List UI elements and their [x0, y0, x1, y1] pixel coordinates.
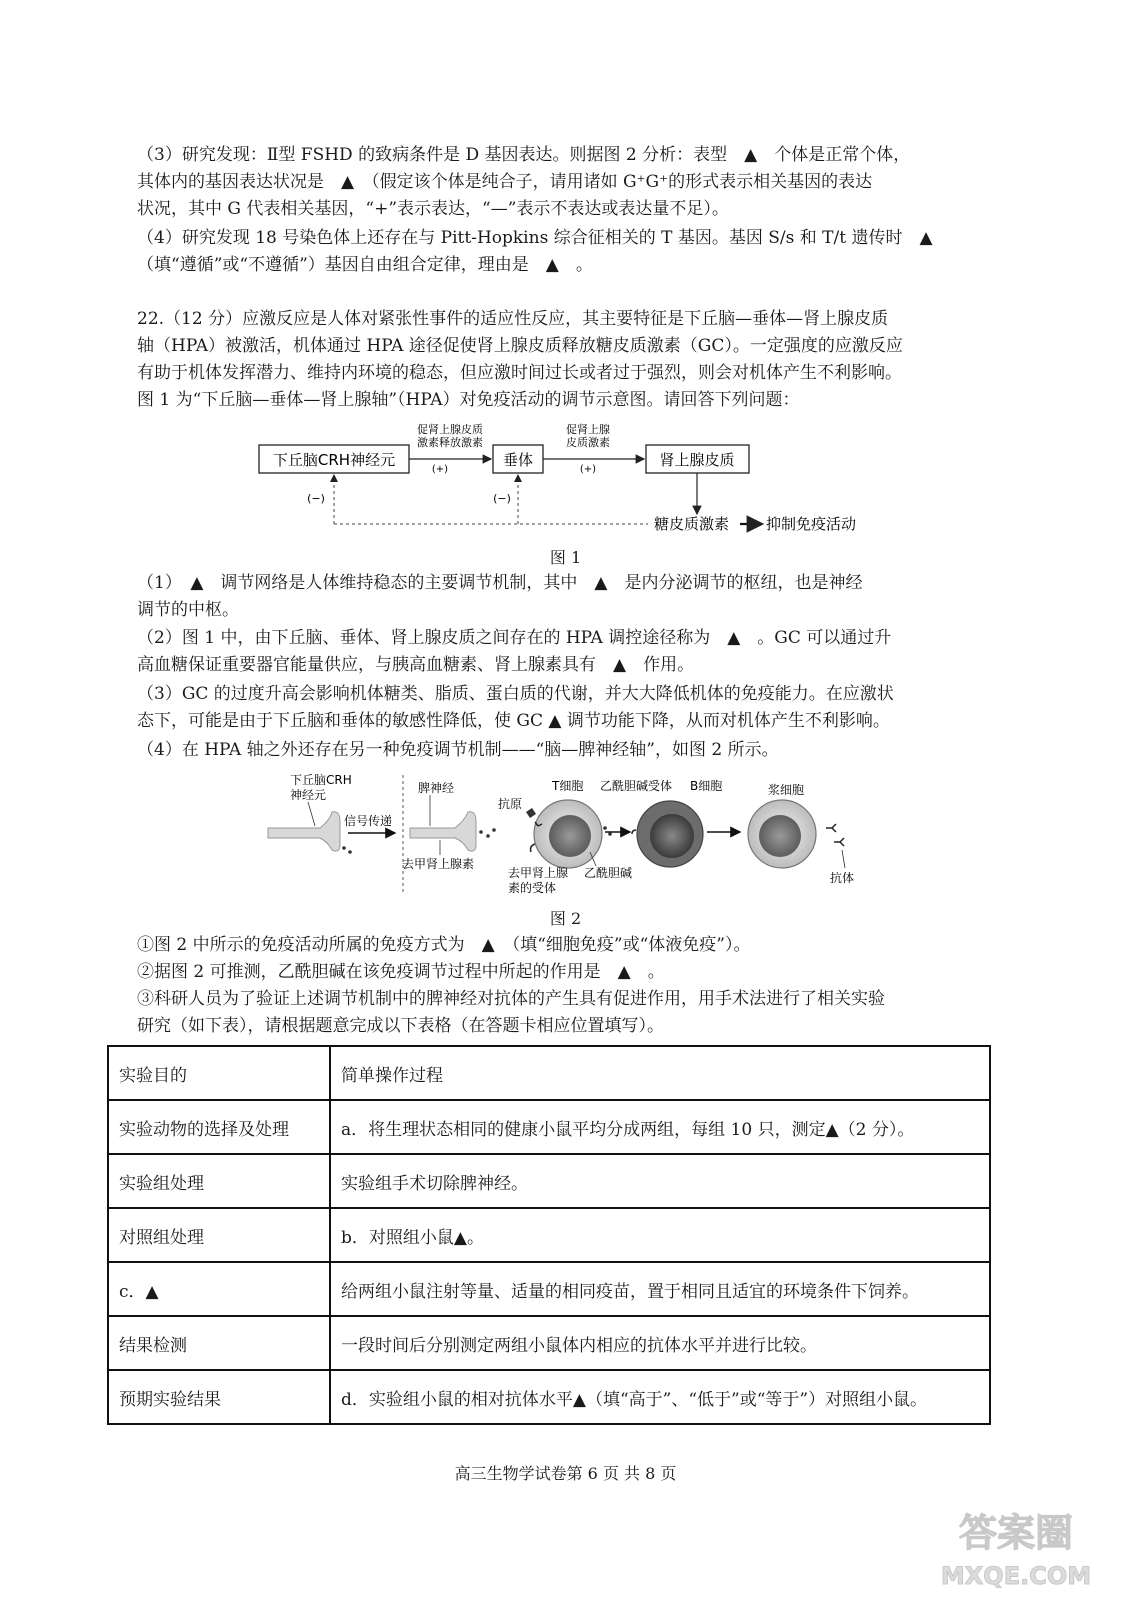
- table-cell: 实验组手术切除脾神经。: [330, 1154, 990, 1208]
- table-row: [108, 1154, 990, 1208]
- text-line: （3）研究发现：Ⅱ型 FSHD 的致病条件是 D 基因表达。则据图 2 分析：表型 ▲ 个体是正常个体，: [137, 145, 911, 165]
- q22-part4-items: [137, 932, 1015, 1040]
- text-line: 图 1 为“下丘脑—垂体—肾上腺轴”（HPA）对免疫活动的调节示意图。请回答下列问题：: [137, 390, 800, 410]
- watermark-text-1: 答案圈: [958, 1511, 1074, 1555]
- acth-label-2: 皮质激素: [566, 436, 610, 449]
- vesicle: [342, 846, 346, 850]
- antigen-icon: [526, 808, 536, 818]
- ach-receptor: [632, 830, 636, 834]
- table-row: [108, 1370, 990, 1424]
- ach-label: 乙酰胆碱: [584, 866, 633, 880]
- spleen-nerve-label: 脾神经: [418, 781, 455, 795]
- watermark-logo: [941, 1498, 1091, 1593]
- q22-intro: [137, 306, 1015, 414]
- crh-label-2: 激素释放激素: [417, 436, 483, 449]
- ne-receptor-label-2: 素的受体: [508, 881, 557, 895]
- ne-molecule: [486, 834, 490, 838]
- text-line: ②据图 2 可推测，乙酰胆碱在该免疫调节过程中所起的作用是 ▲ 。: [137, 962, 665, 982]
- neuron-pointer: [308, 802, 315, 826]
- table-cell: 实验目的: [108, 1046, 330, 1100]
- minus-label: (−): [493, 492, 511, 505]
- ne-receptor: [531, 844, 536, 852]
- table-cell: c．▲: [108, 1262, 330, 1316]
- figure-1-caption: 图 1: [549, 548, 582, 567]
- hypothalamus-label: 下丘脑CRH神经元: [272, 451, 396, 469]
- q21-part4: [137, 225, 1015, 279]
- text-line: （1） ▲ 调节网络是人体维持稳态的主要调节机制，其中 ▲ 是内分泌调节的枢纽，也是神经: [137, 573, 863, 593]
- plus-label: (+): [579, 464, 597, 475]
- text-line: 有助于机体发挥潜力、维持内环境的稳态，但应激时间过长或者过于强烈，则会对机体产生不利影响。: [137, 363, 902, 383]
- crh-label-1: 促肾上腺皮质: [417, 423, 483, 436]
- text-line: 22.（12 分）应激反应是人体对紧张性事件的适应性反应，其主要特征是下丘脑—垂体—肾上腺皮质: [137, 309, 889, 329]
- table-row: [108, 1100, 990, 1154]
- table-cell: a．将生理状态相同的健康小鼠平均分成两组，每组 10 只，测定▲（2 分）。: [330, 1100, 990, 1154]
- table-cell: b．对照组小鼠▲。: [330, 1208, 990, 1262]
- b-cell-nucleus: [650, 814, 694, 858]
- text-line: ③科研人员为了验证上述调节机制中的脾神经对抗体的产生具有促进作用，用手术法进行了相关实验: [137, 989, 885, 1009]
- q21-part3: [137, 142, 1015, 223]
- experiment-table: [107, 1045, 991, 1425]
- figure-1-hpa-diagram: [250, 420, 890, 540]
- ach-receptor-label: 乙酰胆碱受体: [600, 779, 673, 793]
- page-footer: 高三生物学试卷第 6 页 共 8 页: [454, 1464, 677, 1483]
- table-cell: 给两组小鼠注射等量、适量的相同疫苗，置于相同且适宜的环境条件下饲养。: [330, 1262, 990, 1316]
- spleen-nerve-terminal: [410, 812, 476, 851]
- text-line: 研究（如下表），请根据题意完成以下表格（在答题卡相应位置填写）。: [137, 1016, 664, 1036]
- ach-molecule: [608, 832, 612, 836]
- table-row: [108, 1316, 990, 1370]
- watermark-text-2: MXQE.COM: [941, 1562, 1091, 1590]
- neuron-label-1: 下丘脑CRH: [290, 773, 352, 787]
- text-line: 态下，可能是由于下丘脑和垂体的敏感性降低，使 GC ▲ 调节功能下降，从而对机体产生不利影响。: [137, 711, 890, 731]
- minus-label: (−): [307, 492, 325, 505]
- text-line: （4）在 HPA 轴之外还存在另一种免疫调节机制——“脑—脾神经轴”，如图 2 所示。: [137, 740, 779, 760]
- ach-molecule: [603, 826, 607, 830]
- vesicle: [348, 850, 352, 854]
- table-cell: d．实验组小鼠的相对抗体水平▲（填“高于”、“低于”或“等于”）对照组小鼠。: [330, 1370, 990, 1424]
- figure-2-caption: 图 2: [549, 909, 582, 928]
- antibody-label: 抗体: [830, 871, 855, 885]
- q22-part4: [137, 737, 1015, 764]
- ne-molecule: [492, 828, 496, 832]
- text-line: （4）研究发现 18 号染色体上还存在与 Pitt-Hopkins 综合征相关的 T 基因。基因 S/s 和 T/t 遗传时 ▲: [137, 228, 933, 248]
- table-row: [108, 1262, 990, 1316]
- ne-receptor-label-1: 去甲肾上腺: [508, 866, 569, 880]
- adrenal-cortex-label: 肾上腺皮质: [659, 451, 735, 469]
- signal-label: 信号传递: [344, 814, 393, 828]
- b-cell-label: B细胞: [690, 779, 723, 793]
- pituitary-label: 垂体: [502, 451, 534, 469]
- table-row: [108, 1046, 990, 1100]
- text-line: （2）图 1 中，由下丘脑、垂体、肾上腺皮质之间存在的 HPA 调控途径称为 ▲ 。GC 可以通过升: [137, 628, 892, 648]
- table-cell: 预期实验结果: [108, 1370, 330, 1424]
- gc-label: 糖皮质激素: [654, 515, 730, 533]
- text-line: ①图 2 中所示的免疫活动所属的免疫方式为 ▲ （填“细胞免疫”或“体液免疫”）。: [137, 935, 751, 955]
- q22-part3: [137, 681, 1015, 735]
- table-cell: 实验动物的选择及处理: [108, 1100, 330, 1154]
- text-line: 轴（HPA）被激活，机体通过 HPA 途径促使肾上腺皮质释放糖皮质激素（GC）。一定强度的应激反应: [137, 336, 903, 356]
- table-cell: 一段时间后分别测定两组小鼠体内相应的抗体水平并进行比较。: [330, 1316, 990, 1370]
- t-cell-nucleus: [549, 815, 591, 857]
- antibody-pointer: [842, 850, 845, 868]
- text-line: 调节的中枢。: [137, 600, 239, 620]
- table-cell: 对照组处理: [108, 1208, 330, 1262]
- plasma-cell-label: 浆细胞: [768, 783, 805, 797]
- plus-label: (+): [431, 464, 449, 475]
- table-cell: 结果检测: [108, 1316, 330, 1370]
- table-cell: 简单操作过程: [330, 1046, 990, 1100]
- hypothalamus-neuron-terminal: [268, 812, 340, 851]
- ne-label: 去甲肾上腺素: [402, 857, 475, 871]
- ne-molecule: [479, 830, 483, 834]
- plasma-cell-nucleus: [759, 815, 801, 857]
- table-cell: 实验组处理: [108, 1154, 330, 1208]
- text-line: 状况，其中 G 代表相关基因，“+”表示表达，“—”表示不表达或表达量不足）。: [137, 199, 729, 219]
- acth-label-1: 促肾上腺: [566, 423, 610, 436]
- effect-label: 抑制免疫活动: [766, 515, 857, 533]
- antibody-icon: [826, 824, 836, 832]
- q22-part2: [137, 625, 1015, 679]
- antigen-label: 抗原: [498, 797, 523, 811]
- text-line: （填“遵循”或“不遵循”）基因自由组合定律，理由是 ▲ 。: [137, 255, 593, 275]
- neuron-label-2: 神经元: [290, 788, 327, 802]
- table-row: [108, 1208, 990, 1262]
- text-line: 高血糖保证重要器官能量供应，与胰高血糖素、肾上腺素具有 ▲ 作用。: [137, 655, 695, 675]
- antibody-icon: [834, 838, 844, 846]
- q22-part1: [137, 570, 1015, 624]
- text-line: （3）GC 的过度升高会影响机体糖类、脂质、蛋白质的代谢，并大大降低机体的免疫能力。在应激状: [137, 684, 894, 704]
- text-line: 其体内的基因表达状况是 ▲ （假定该个体是纯合子，请用诸如 G⁺G⁺的形式表示相关基因的表达: [137, 172, 873, 192]
- figure-2-brain-spleen-axis: [260, 770, 880, 905]
- t-cell-label: T细胞: [552, 779, 584, 793]
